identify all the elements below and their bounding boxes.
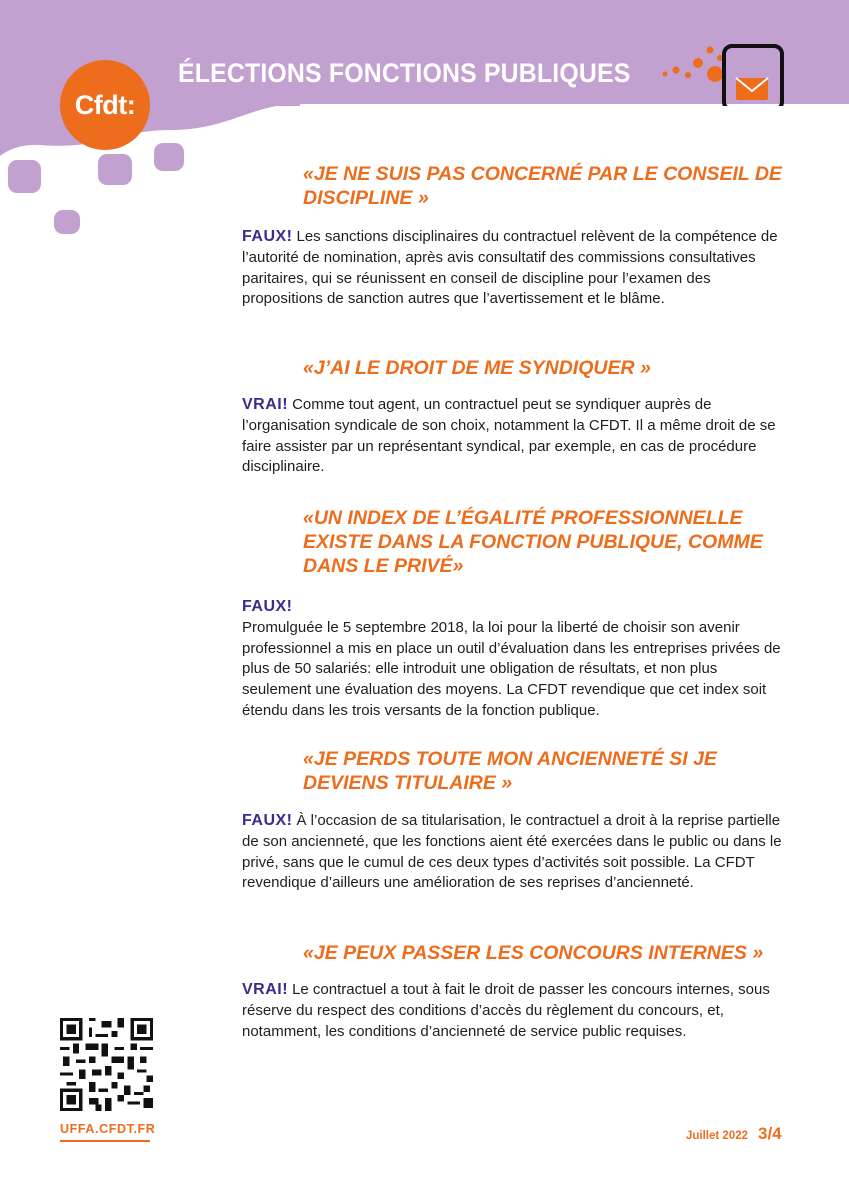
answer-paragraph: [242, 597, 787, 722]
phone-mail-icon: [660, 40, 790, 106]
decor-square: [8, 160, 41, 193]
qr-code[interactable]: [60, 1018, 153, 1111]
answer-paragraph: [242, 811, 787, 894]
answer-paragraph: [242, 227, 787, 310]
verdict-label: FAUX!: [242, 812, 293, 829]
website-link[interactable]: UFFA.CFDT.FR: [60, 1122, 156, 1136]
question-heading: «JE NE SUIS PAS CONCERNÉ PAR LE CONSEIL DE DISCIPLINE »: [303, 163, 782, 209]
answer-text: Le contractuel a tout à fait le droit de passer les concours internes, sous réserve du respect des conditions d’accès du règlement du concours, et, notamment, les conditions d’ancienneté de service public requises.: [242, 981, 770, 1040]
answer-text: Comme tout agent, un contractuel peut se syndiquer auprès de l’organisation syndicale de son choix, notamment la CFDT. Il a même droit de se faire assister par un représentant syndical, par exemple, en cas de procédure disciplinaire.: [242, 396, 776, 476]
question-heading: «UN INDEX DE L’ÉGALITÉ PROFESSIONNELLE EXISTE DANS LA FONCTION PUBLIQUE, COMME DANS LE PRIVÉ»: [303, 507, 763, 577]
answer-text: Les sanctions disciplinaires du contractuel relèvent de la compétence de l’autorité de nomination, après avis consultatif des commissions consultatives paritaires, qui se réunissent en conseil de discipline pour l’examen des propositions de sanction autres que l’avertissement et le blâme.: [242, 228, 778, 308]
decor-square: [154, 143, 184, 171]
answer-paragraph: [242, 980, 787, 1042]
logo-text: Cfdt:: [74, 89, 136, 120]
decor-square: [54, 210, 80, 234]
question-heading: «JE PEUX PASSER LES CONCOURS INTERNES »: [303, 942, 764, 964]
verdict-label: VRAI!: [242, 396, 289, 413]
decor-square: [98, 154, 132, 185]
header-cloud-shape: [0, 90, 300, 180]
answer-text: Promulguée le 5 septembre 2018, la loi pour la liberté de choisir son avenir professionnel a mis en place un outil d’évaluation dans les entreprises privées de plus de 50 salariés: elle introduit une obligation de résultats, et non plus seulement une évaluation des moyens. La CFDT revendique que cet index soit étendu dans les trois versants de la fonction publique.: [242, 618, 781, 719]
verdict-label: FAUX!: [242, 598, 293, 615]
cfdt-logo: [60, 60, 150, 150]
answer-text: À l’occasion de sa titularisation, le contractuel a droit à la reprise partielle de son ancienneté, que les fonctions aient été exercées dans le public ou dans le privé, sans que le cumul de ces deux types d’activités soit possible. La CFDT revendique d’ailleurs une amélioration de ses reprises d’ancienneté.: [242, 812, 782, 892]
publication-date: Juillet 2022: [686, 1130, 749, 1142]
page-number: 3/4: [758, 1124, 782, 1143]
page-title: ÉLECTIONS FONCTIONS PUBLIQUES: [178, 58, 631, 88]
question-heading: «J’AI LE DROIT DE ME SYNDIQUER »: [303, 357, 651, 379]
website-underline: [60, 1140, 150, 1142]
verdict-label: VRAI!: [242, 981, 289, 998]
question-heading: «JE PERDS TOUTE MON ANCIENNETÉ SI JE DEVIENS TITULAIRE »: [303, 748, 717, 794]
answer-paragraph: [242, 395, 787, 478]
verdict-label: FAUX!: [242, 228, 293, 245]
